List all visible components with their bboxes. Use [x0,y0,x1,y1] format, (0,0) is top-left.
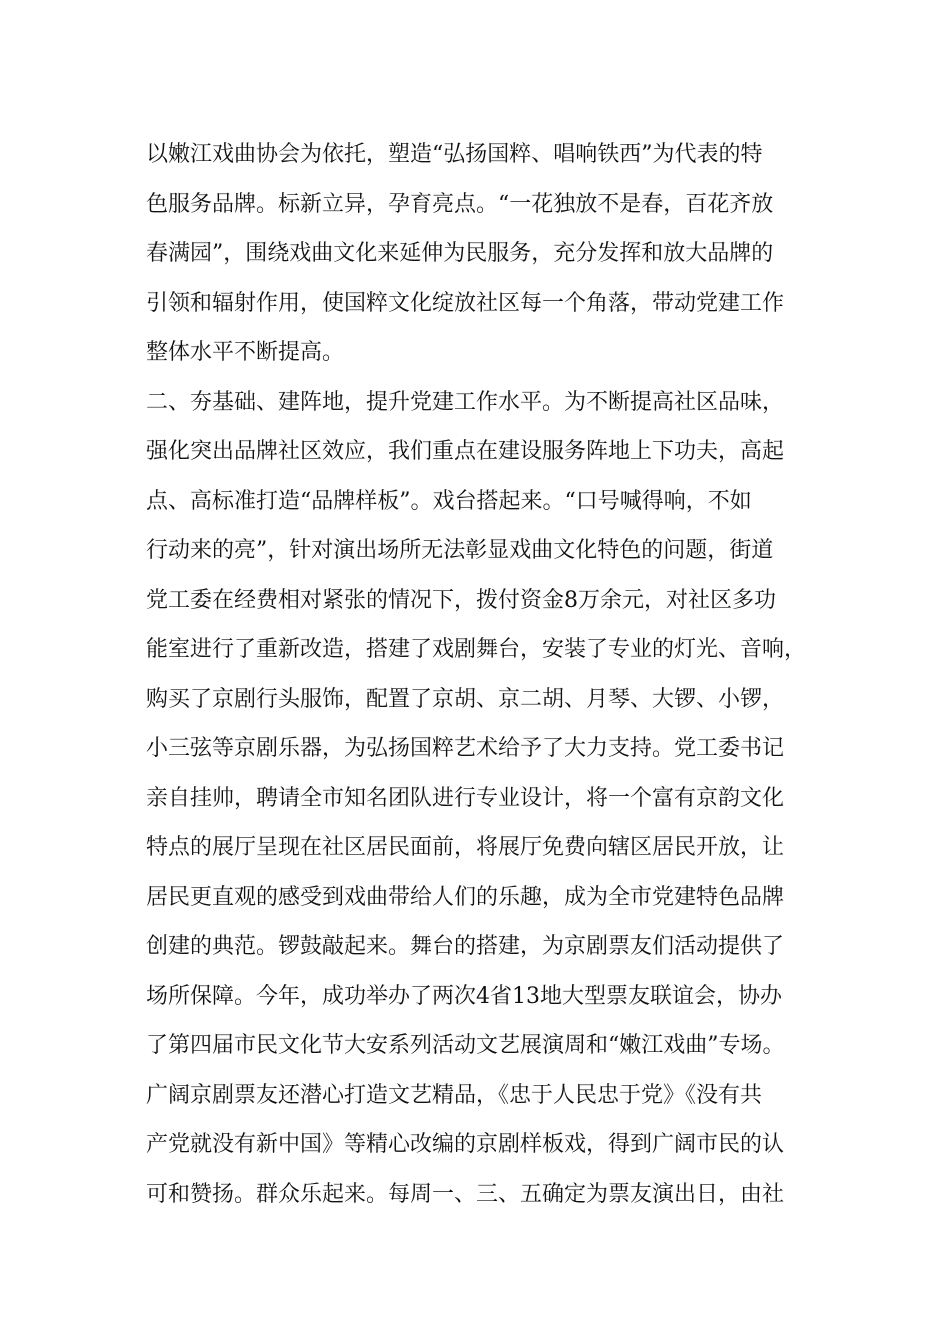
text-line: 整体水平不断提高。 [146,340,345,365]
text-line: 行动来的亮”，针对演出场所无法彰显戏曲文化特色的问题，街道 [146,538,774,563]
section-heading-line: 二、夯基础、建阵地，提升党建工作水平。为不断提高社区品味， [146,389,785,415]
text-line: 特点的展厅呈现在社区居民面前，将展厅免费向辖区居民开放，让 [146,835,785,860]
text-line: 色服务品牌。标新立异，孕育亮点。“一花独放不是春，百花齐放 [146,191,774,217]
text-line: 春满园”，围绕戏曲文化来延伸为民服务，充分发挥和放大品牌的 [146,241,774,266]
text-line: 以嫩江戏曲协会为依托，塑造“弘扬国粹、唱响铁西”为代表的特 [146,142,763,167]
text-line: 党工委在经费相对紧张的情况下，拨付资金8万余元，对社区多功 [146,587,776,613]
text-line: 了第四届市民文化节大安系列活动文艺展演周和“嫩江戏曲”专场。 [146,1033,785,1058]
text-line: 小三弦等京剧乐器，为弘扬国粹艺术给予了大力支持。党工委书记 [146,736,785,761]
text-line: 广阔京剧票友还潜心打造文艺精品，《忠于人民忠于党》《没有共 [146,1082,763,1108]
text-line: 产党就没有新中国》等精心改编的京剧样板戏，得到广阔市民的认 [146,1132,785,1157]
text-line: 场所保障。今年，成功举办了两次4省13地大型票友联谊会，协办 [146,983,782,1009]
text-line: 能室进行了重新改造，搭建了戏剧舞台，安装了专业的灯光、音响， [146,637,807,662]
text-line: 引领和辐射作用，使国粹文化绽放社区每一个角落，带动党建工作 [146,290,785,316]
body-text [146,130,826,1219]
text-line: 强化突出品牌社区效应，我们重点在建设服务阵地上下功夫，高起 [146,439,785,464]
text-line: 可和赞扬。群众乐起来。每周一、三、五确定为票友演出日，由社 [146,1181,785,1207]
text-line: 创建的典范。锣鼓敲起来。舞台的搭建，为京剧票友们活动提供了 [146,934,785,959]
text-line: 点、高标准打造“品牌样板”。戏台搭起来。“口号喊得响，不如 [146,488,752,514]
text-line: 购买了京剧行头服饰，配置了京胡、京二胡、月琴、大锣、小锣， [146,686,785,712]
text-line: 居民更直观的感受到戏曲带给人们的乐趣，成为全市党建特色品牌 [146,884,785,910]
text-line: 亲自挂帅，聘请全市知名团队进行专业设计，将一个富有京韵文化 [146,785,785,811]
